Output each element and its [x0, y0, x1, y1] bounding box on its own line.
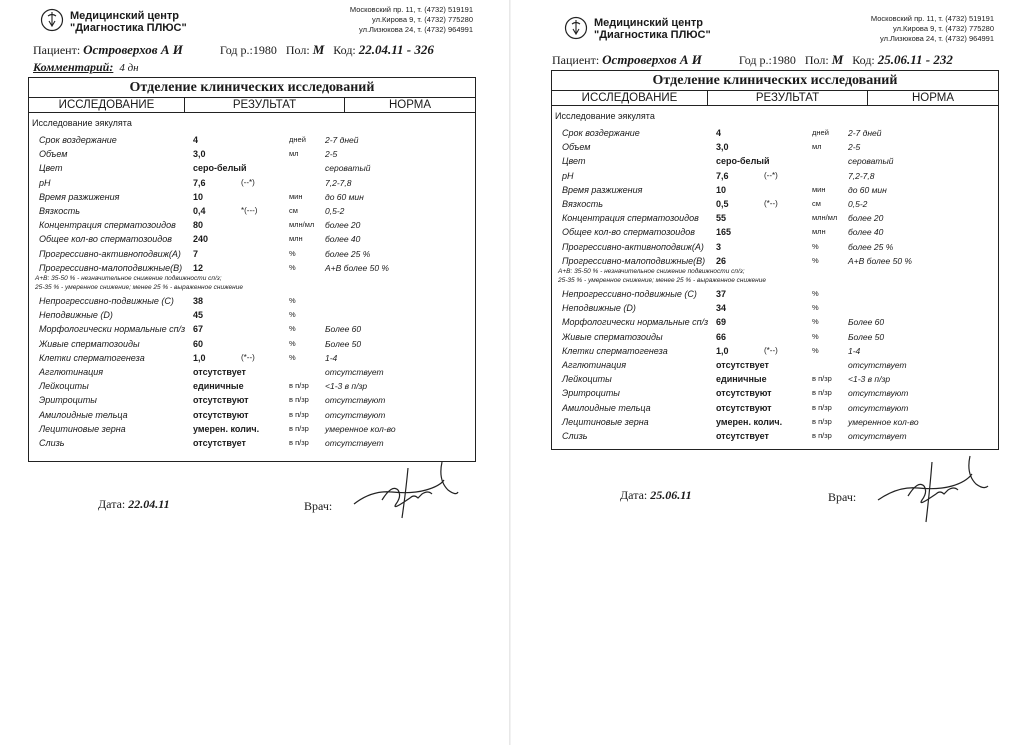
- result-value: 38: [193, 296, 204, 306]
- result-mark: (*--): [764, 199, 778, 208]
- result-unit: в п/зр: [812, 416, 832, 426]
- result-name: Агглютинация: [562, 360, 627, 370]
- result-row: [552, 184, 998, 196]
- result-norm: более 20: [325, 220, 361, 231]
- result-norm: Более 60: [848, 317, 885, 328]
- result-value: 3,0: [193, 149, 206, 160]
- result-value: 55: [716, 213, 727, 224]
- result-unit: в п/зр: [289, 409, 309, 419]
- result-norm: 2-5: [325, 149, 338, 160]
- result-mark: (*--): [241, 352, 255, 362]
- results-table: [28, 77, 476, 462]
- department-title: Отделение клинических исследований: [552, 71, 998, 91]
- result-value: единичные: [716, 374, 767, 385]
- result-norm: А+В более 50 %: [325, 262, 389, 273]
- result-norm: отсутствует: [848, 360, 907, 370]
- result-row: [552, 387, 998, 399]
- result-name: Амилоидные тельца: [39, 409, 128, 420]
- result-name: Вязкость: [562, 199, 603, 209]
- result-norm: сероватый: [848, 156, 894, 167]
- result-row: [552, 345, 998, 357]
- result-norm: А+В более 50 %: [848, 255, 912, 266]
- result-name: Лецитиновые зерна: [39, 423, 126, 434]
- result-name: Морфологически нормальные сп/з: [39, 324, 186, 335]
- result-row: [29, 177, 475, 189]
- result-norm: отсутствует: [325, 367, 384, 377]
- result-value: отсутствуют: [193, 395, 249, 406]
- result-name: Прогрессивно-малоподвижные(В): [562, 255, 706, 266]
- report-date: Дата: 22.04.11: [98, 497, 170, 511]
- result-unit: %: [289, 296, 296, 305]
- result-row: [552, 255, 998, 267]
- result-unit: в п/зр: [289, 381, 309, 391]
- result-unit: в п/зр: [812, 374, 832, 384]
- result-unit: см: [289, 206, 298, 215]
- result-row: [552, 302, 998, 314]
- result-name: Агглютинация: [39, 367, 104, 377]
- patient-name: Островерхов А И: [83, 42, 183, 57]
- result-name: Прогрессивно-малоподвижные(В): [39, 262, 183, 273]
- result-value: серо-белый: [193, 163, 247, 174]
- comment-line: Комментарий: 4 дн: [33, 60, 139, 74]
- result-unit: дней: [289, 135, 306, 144]
- result-unit: %: [812, 345, 819, 355]
- col-header-study: ИССЛЕДОВАНИЕ: [29, 98, 185, 113]
- result-norm: до 60 мин: [848, 184, 887, 195]
- col-header-result: РЕЗУЛЬТАТ: [708, 91, 868, 106]
- result-row: [29, 191, 475, 203]
- result-norm: отсутствуют: [848, 388, 909, 399]
- result-unit: в п/зр: [289, 395, 309, 405]
- result-name: Цвет: [562, 156, 586, 167]
- result-row: [29, 437, 475, 449]
- result-norm: 2-5: [848, 142, 861, 153]
- result-value: 1,0: [716, 345, 729, 356]
- section-title: Исследование эякулята: [32, 118, 132, 128]
- result-name: Вязкость: [39, 206, 80, 216]
- result-row: [29, 233, 475, 245]
- result-unit: млн: [289, 234, 303, 244]
- result-unit: в п/зр: [812, 388, 832, 398]
- result-name: Время разжижения: [562, 184, 643, 195]
- result-name: Клетки сперматогенеза: [39, 352, 145, 363]
- result-name: Прогрессивно-активноподвиж(А): [562, 241, 704, 252]
- result-value: единичные: [193, 381, 244, 392]
- result-norm: Более 50: [848, 331, 885, 342]
- result-name: Лейкоциты: [39, 381, 89, 392]
- result-unit: в п/зр: [289, 438, 309, 447]
- result-row: [552, 226, 998, 238]
- result-unit: %: [289, 338, 296, 348]
- result-norm: 1-4: [848, 345, 861, 356]
- result-value: 240: [193, 234, 209, 245]
- result-mark: (--*): [764, 170, 778, 180]
- result-name: pH: [39, 177, 51, 188]
- motility-note: А+В: 35-50 % - незначительное снижение подвижности сп/з;: [558, 268, 745, 275]
- result-norm: 1-4: [325, 352, 338, 363]
- motility-note: А+В: 35-50 % - незначительное снижение подвижности сп/з;: [35, 275, 222, 282]
- result-row: [552, 402, 998, 414]
- result-norm: более 40: [325, 234, 361, 245]
- result-mark: (--*): [241, 177, 255, 187]
- result-norm: отсутствуют: [848, 402, 909, 413]
- result-row: [552, 170, 998, 182]
- result-norm: <1-3 в п/зр: [325, 381, 368, 392]
- result-value: 26: [716, 255, 727, 266]
- result-row: [29, 134, 475, 146]
- result-unit: %: [289, 310, 296, 320]
- result-unit: см: [812, 199, 821, 208]
- result-unit: %: [812, 331, 819, 341]
- result-norm: 7,2-7,8: [848, 170, 875, 181]
- section-title: Исследование эякулята: [555, 111, 655, 121]
- result-norm: отсутствует: [325, 438, 384, 448]
- result-name: Цвет: [39, 163, 63, 174]
- result-value: 37: [716, 289, 727, 299]
- motility-note: 25-35 % - умеренное снижение; менее 25 % - выраженное снижение: [35, 284, 243, 291]
- result-norm: более 40: [848, 227, 884, 238]
- patient-line: Пациент: Островерхов А И Год р.:1980 Пол: М Код: 25.06.11 - 232: [552, 52, 953, 67]
- result-unit: мл: [812, 142, 822, 152]
- result-norm: более 20: [848, 213, 884, 224]
- result-norm: умеренное кол-во: [325, 423, 396, 434]
- result-name: Лецитиновые зерна: [562, 416, 649, 427]
- result-row: [29, 295, 475, 307]
- motility-note: 25-35 % - умеренное снижение; менее 25 % - выраженное снижение: [558, 277, 766, 284]
- result-norm: отсутствует: [848, 431, 907, 441]
- results-table: [551, 70, 999, 450]
- result-row: [29, 262, 475, 274]
- result-norm: отсутствуют: [325, 409, 386, 420]
- result-unit: мл: [289, 149, 299, 159]
- result-row: [29, 162, 475, 174]
- result-name: Объем: [562, 142, 591, 153]
- doctor-signature: [352, 460, 462, 520]
- result-row: [29, 366, 475, 378]
- result-name: Слизь: [562, 431, 588, 441]
- result-norm: Более 50: [325, 338, 362, 349]
- doctor-label: Врач:: [828, 490, 857, 504]
- result-value: 45: [193, 310, 204, 321]
- result-row: [552, 331, 998, 343]
- result-value: 67: [193, 324, 204, 335]
- result-value: серо-белый: [716, 156, 770, 167]
- result-name: Непрогрессивно-подвижные (С): [39, 296, 174, 306]
- result-row: [29, 380, 475, 392]
- result-row: [29, 248, 475, 260]
- result-norm: сероватый: [325, 163, 371, 174]
- result-unit: млн: [812, 227, 826, 237]
- result-unit: млн/мл: [812, 213, 838, 223]
- result-value: 7: [193, 248, 199, 259]
- result-name: Непрогрессивно-подвижные (С): [562, 289, 697, 299]
- result-name: Амилоидные тельца: [562, 402, 651, 413]
- result-name: Концентрация сперматозоидов: [39, 220, 176, 231]
- col-header-result: РЕЗУЛЬТАТ: [185, 98, 345, 113]
- result-value: 10: [193, 191, 204, 202]
- result-norm: 2-7 дней: [325, 135, 359, 145]
- result-row: [29, 409, 475, 421]
- result-unit: %: [289, 324, 296, 334]
- result-mark: *(---): [241, 206, 258, 215]
- result-value: 7,6: [716, 170, 729, 181]
- result-row: [29, 394, 475, 406]
- result-name: Морфологически нормальные сп/з: [562, 317, 709, 328]
- result-row: [552, 416, 998, 428]
- result-row: [29, 423, 475, 435]
- result-norm: более 25 %: [848, 241, 894, 252]
- result-row: [29, 338, 475, 350]
- result-row: [29, 205, 475, 217]
- result-unit: %: [812, 317, 819, 327]
- result-value: 4: [193, 135, 199, 145]
- doctor-signature: [874, 452, 994, 524]
- result-unit: %: [812, 241, 819, 251]
- result-value: отсутствует: [716, 360, 769, 370]
- result-name: pH: [562, 170, 574, 181]
- result-unit: %: [812, 289, 819, 298]
- result-value: 66: [716, 331, 727, 342]
- result-norm: 7,2-7,8: [325, 177, 352, 188]
- result-name: Срок воздержание: [562, 128, 640, 138]
- result-unit: мин: [289, 191, 303, 201]
- patient-name: Островерхов А И: [602, 52, 702, 67]
- result-name: Эритроциты: [562, 388, 620, 399]
- col-header-study: ИССЛЕДОВАНИЕ: [552, 91, 708, 106]
- result-name: Слизь: [39, 438, 65, 448]
- result-norm: <1-3 в п/зр: [848, 374, 891, 385]
- col-header-norm: НОРМА: [868, 91, 998, 106]
- result-unit: %: [812, 303, 819, 313]
- patient-line: Пациент: Островерхов А И Год р.:1980 Пол: М Код: 22.04.11 - 326: [33, 42, 434, 57]
- result-unit: млн/мл: [289, 220, 315, 230]
- result-name: Общее кол-во сперматозоидов: [39, 234, 172, 245]
- result-norm: Более 60: [325, 324, 362, 335]
- result-mark: (*--): [764, 345, 778, 355]
- result-value: 3,0: [716, 142, 729, 153]
- result-row: [29, 352, 475, 364]
- result-row: [552, 359, 998, 371]
- clinic-logo-icon: [40, 8, 64, 32]
- result-norm: 0,5-2: [325, 206, 345, 216]
- report-code: 22.04.11 - 326: [358, 42, 434, 57]
- department-title: Отделение клинических исследований: [29, 78, 475, 98]
- result-unit: в п/зр: [289, 423, 309, 433]
- result-row: [29, 309, 475, 321]
- result-name: Живые сперматозоиды: [562, 331, 663, 342]
- result-value: 7,6: [193, 177, 206, 188]
- result-name: Неподвижные (D): [39, 310, 113, 321]
- result-value: 3: [716, 241, 722, 252]
- result-unit: в п/зр: [812, 402, 832, 412]
- result-value: 0,4: [193, 206, 206, 216]
- result-name: Клетки сперматогенеза: [562, 345, 668, 356]
- doctor-label: Врач:: [304, 499, 333, 513]
- clinic-logo-icon: [564, 16, 588, 40]
- result-value: 0,5: [716, 199, 729, 209]
- result-norm: более 25 %: [325, 248, 371, 259]
- result-value: 165: [716, 227, 732, 238]
- result-value: 60: [193, 338, 204, 349]
- result-unit: дней: [812, 128, 829, 137]
- result-unit: в п/зр: [812, 431, 832, 440]
- result-row: [552, 127, 998, 139]
- result-value: отсутствуют: [716, 402, 772, 413]
- result-name: Срок воздержание: [39, 135, 117, 145]
- result-name: Живые сперматозоиды: [39, 338, 140, 349]
- result-row: [552, 155, 998, 167]
- clinic-name: Медицинский центр "Диагностика ПЛЮС": [70, 10, 187, 34]
- result-value: отсутствует: [716, 431, 769, 441]
- clinic-name: Медицинский центр "Диагностика ПЛЮС": [594, 17, 711, 41]
- result-name: Концентрация сперматозоидов: [562, 213, 699, 224]
- report-date: Дата: 25.06.11: [620, 488, 692, 502]
- result-row: [552, 373, 998, 385]
- result-row: [29, 323, 475, 335]
- result-name: Прогрессивно-активноподвиж(А): [39, 248, 181, 259]
- result-value: отсутствуют: [193, 409, 249, 420]
- result-row: [552, 212, 998, 224]
- result-row: [552, 288, 998, 300]
- result-unit: %: [289, 262, 296, 272]
- result-unit: %: [289, 352, 296, 362]
- clinic-address: Московский пр. 11, т. (4732) 519191 ул.Кирова 9, т. (4732) 775280 ул.Лизюкова 24, т. (4732) 964991: [349, 5, 473, 34]
- result-value: отсутствует: [193, 367, 246, 377]
- result-value: 69: [716, 317, 727, 328]
- page-fold: [509, 0, 511, 745]
- result-name: Неподвижные (D): [562, 303, 636, 314]
- result-norm: умеренное кол-во: [848, 416, 919, 427]
- result-name: Время разжижения: [39, 191, 120, 202]
- result-norm: 0,5-2: [848, 199, 868, 209]
- result-row: [552, 430, 998, 442]
- result-norm: отсутствуют: [325, 395, 386, 406]
- result-value: отсутствуют: [716, 388, 772, 399]
- result-name: Лейкоциты: [562, 374, 612, 385]
- result-row: [552, 316, 998, 328]
- result-value: 1,0: [193, 352, 206, 363]
- result-value: умерен. колич.: [716, 416, 783, 427]
- result-value: 34: [716, 303, 727, 314]
- result-value: 10: [716, 184, 727, 195]
- result-value: 80: [193, 220, 204, 231]
- result-row: [552, 241, 998, 253]
- result-row: [552, 141, 998, 153]
- result-value: 12: [193, 262, 204, 273]
- result-unit: мин: [812, 184, 826, 194]
- result-name: Общее кол-во сперматозоидов: [562, 227, 695, 238]
- result-name: Объем: [39, 149, 68, 160]
- result-row: [29, 148, 475, 160]
- result-norm: до 60 мин: [325, 191, 364, 202]
- result-unit: %: [289, 248, 296, 258]
- report-code: 25.06.11 - 232: [877, 52, 953, 67]
- result-value: умерен. колич.: [193, 423, 260, 434]
- col-header-norm: НОРМА: [345, 98, 475, 113]
- result-row: [29, 219, 475, 231]
- result-norm: 2-7 дней: [848, 128, 882, 138]
- result-value: отсутствует: [193, 438, 246, 448]
- clinic-address: Московский пр. 11, т. (4732) 519191 ул.Кирова 9, т. (4732) 775280 ул.Лизюкова 24, т. (4732) 964991: [870, 14, 994, 43]
- result-row: [552, 198, 998, 210]
- result-value: 4: [716, 128, 722, 138]
- result-unit: %: [812, 255, 819, 265]
- result-name: Эритроциты: [39, 395, 97, 406]
